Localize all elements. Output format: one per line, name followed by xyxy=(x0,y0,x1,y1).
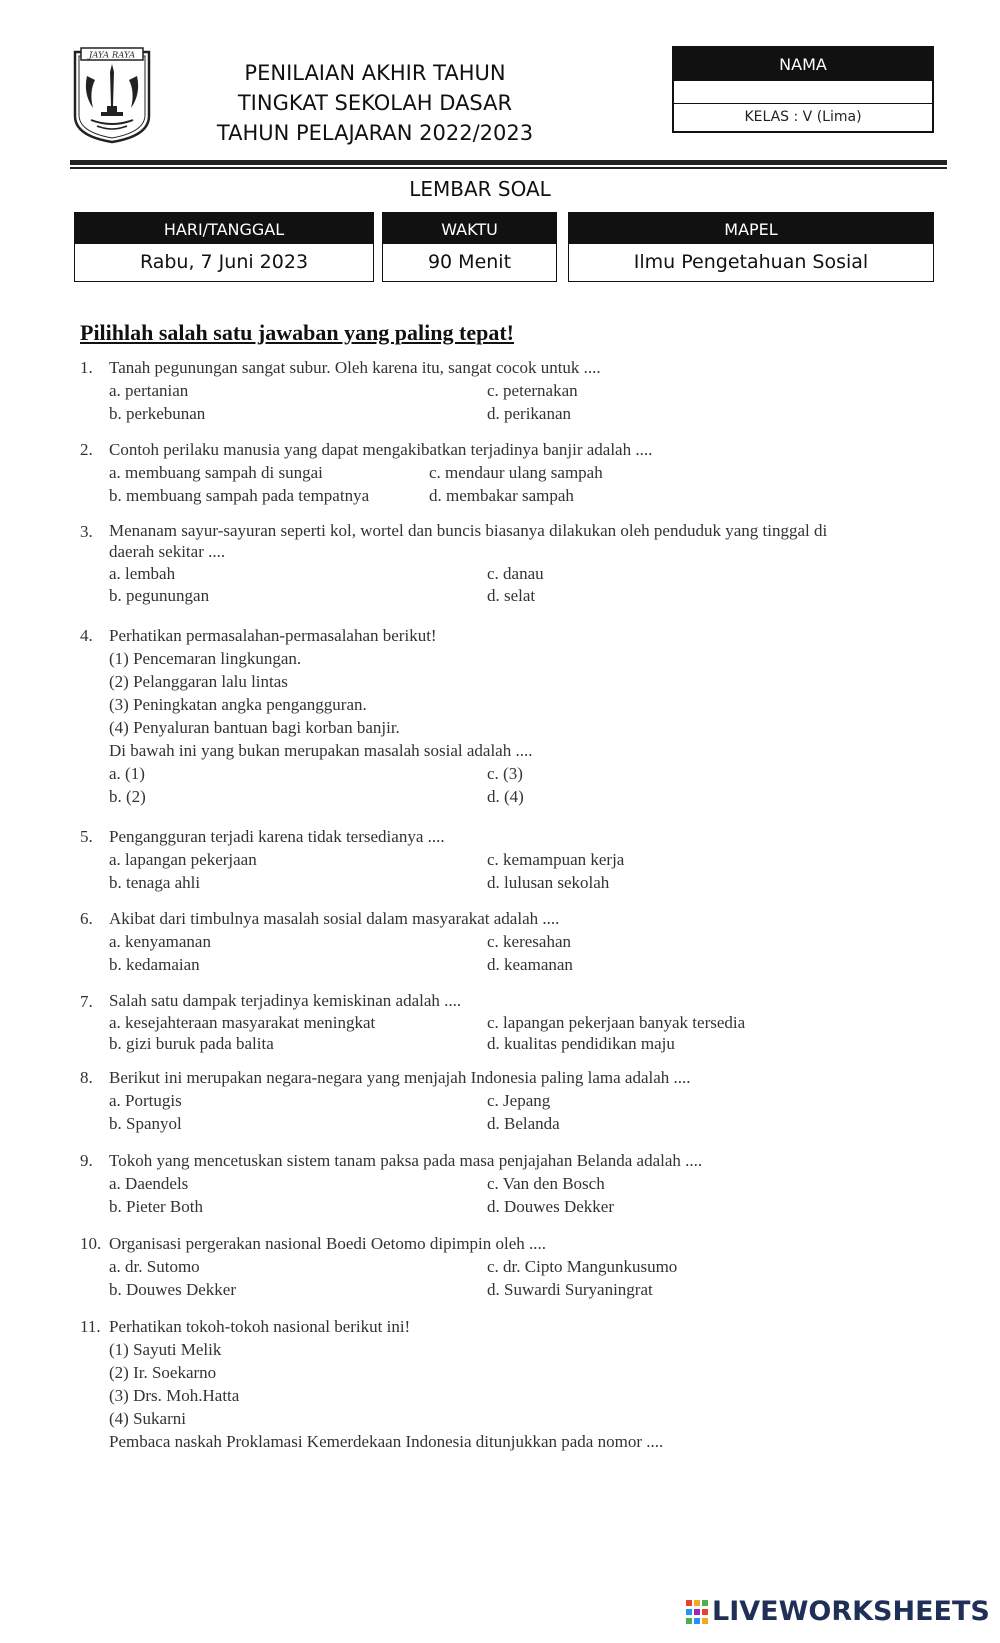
question-2 xyxy=(80,438,940,507)
option-a[interactable]: a. membuang sampah di sungai xyxy=(109,463,323,482)
listed-item: (1) Pencemaran lingkungan. xyxy=(109,649,302,668)
question-text: Berikut ini merupakan negara-negara yang menjajah Indonesia paling lama adalah .... xyxy=(109,1068,691,1087)
option-a[interactable]: a. lapangan pekerjaan xyxy=(109,850,257,869)
time-value: 90 Menit xyxy=(427,251,512,273)
listed-item: (3) Peningkatan angka pengangguran. xyxy=(109,695,367,714)
question-number: 7. xyxy=(80,992,93,1011)
header-divider-thick xyxy=(70,160,947,165)
question-10 xyxy=(80,1232,940,1301)
sheet-title: LEMBAR SOAL xyxy=(409,177,551,201)
question-text: Organisasi pergerakan nasional Boedi Oetomo dipimpin oleh .... xyxy=(109,1234,547,1253)
question-text: Contoh perilaku manusia yang dapat mengakibatkan terjadinya banjir adalah .... xyxy=(109,440,653,459)
question-text: Tanah pegunungan sangat subur. Oleh karena itu, sangat cocok untuk .... xyxy=(109,358,601,377)
option-a[interactable]: a. pertanian xyxy=(109,381,189,400)
option-d[interactable]: d. Suwardi Suryaningrat xyxy=(487,1280,653,1299)
question-9 xyxy=(80,1149,940,1218)
option-b[interactable]: b. membuang sampah pada tempatnya xyxy=(109,486,370,505)
exam-title-line: PENILAIAN AKHIR TAHUN xyxy=(244,61,506,85)
answer-options xyxy=(109,762,940,808)
subject-value: Ilmu Pengetahuan Sosial xyxy=(633,251,869,273)
class-label: KELAS : V (Lima) xyxy=(744,109,862,125)
option-c[interactable]: c. lapangan pekerjaan banyak tersedia xyxy=(487,1013,746,1032)
name-label: NAMA xyxy=(674,48,932,81)
listed-item: (4) Penyaluran bantuan bagi korban banjir. xyxy=(109,718,400,737)
answer-options xyxy=(109,1255,940,1301)
option-b[interactable]: b. Douwes Dekker xyxy=(109,1280,236,1299)
name-class-box xyxy=(672,46,934,133)
option-a[interactable]: a. Daendels xyxy=(109,1174,189,1193)
option-a[interactable]: a. Portugis xyxy=(109,1091,182,1110)
question-number: 1. xyxy=(80,358,93,377)
listed-item: (2) Pelanggaran lalu lintas xyxy=(109,672,288,691)
liveworksheets-brand: LIVEWORKSHEETS xyxy=(712,1596,990,1627)
option-d[interactable]: d. (4) xyxy=(487,787,524,806)
option-c[interactable]: c. dr. Cipto Mangunkusumo xyxy=(487,1257,678,1276)
listed-item: (1) Sayuti Melik xyxy=(109,1340,222,1359)
answer-options xyxy=(109,848,940,894)
answer-options xyxy=(109,1011,940,1053)
question-6 xyxy=(80,907,940,976)
question-11 xyxy=(80,1315,940,1453)
question-text: Menanam sayur-sayuran seperti kol, wortel dan buncis biasanya dilakukan oleh penduduk yang tinggal di daerah sekitar .... xyxy=(109,521,828,561)
option-a[interactable]: a. dr. Sutomo xyxy=(109,1257,200,1276)
option-d[interactable]: d. selat xyxy=(487,586,536,605)
question-8 xyxy=(80,1066,940,1135)
time-label: WAKTU xyxy=(383,213,556,244)
svg-text:JAYA RAYA: JAYA RAYA xyxy=(88,50,136,61)
answer-options xyxy=(109,461,940,507)
option-b[interactable]: b. perkebunan xyxy=(109,404,206,423)
question-number: 8. xyxy=(80,1068,93,1087)
answer-options xyxy=(109,930,940,976)
option-b[interactable]: b. Spanyol xyxy=(109,1114,182,1133)
exam-title-line: TINGKAT SEKOLAH DASAR xyxy=(237,91,513,115)
question-number: 4. xyxy=(80,626,93,645)
answer-options xyxy=(109,379,940,425)
time-box xyxy=(382,212,557,282)
option-c[interactable]: c. Jepang xyxy=(487,1091,551,1110)
question-4 xyxy=(80,624,940,808)
name-field[interactable] xyxy=(674,81,932,104)
question-text: Tokoh yang mencetuskan sistem tanam paksa pada masa penjajahan Belanda adalah .... xyxy=(109,1151,703,1170)
option-c[interactable]: c. mendaur ulang sampah xyxy=(429,463,603,482)
question-number: 2. xyxy=(80,440,93,459)
option-b[interactable]: b. kedamaian xyxy=(109,955,200,974)
listed-item: (3) Drs. Moh.Hatta xyxy=(109,1386,240,1405)
option-d[interactable]: d. kualitas pendidikan maju xyxy=(487,1034,675,1053)
exam-title xyxy=(210,58,540,148)
question-prompt: Pembaca naskah Proklamasi Kemerdekaan Indonesia ditunjukkan pada nomor .... xyxy=(109,1432,664,1451)
day-date-value: Rabu, 7 Juni 2023 xyxy=(139,251,309,273)
question-text: Pengangguran terjadi karena tidak tersedianya .... xyxy=(109,827,445,846)
header-divider-thin xyxy=(70,167,947,169)
listed-item: (2) Ir. Soekarno xyxy=(109,1363,217,1382)
option-d[interactable]: d. keamanan xyxy=(487,955,573,974)
answer-options xyxy=(109,1172,940,1218)
question-prompt: Di bawah ini yang bukan merupakan masalah sosial adalah .... xyxy=(109,741,533,760)
question-text: Perhatikan tokoh-tokoh nasional berikut ini! xyxy=(109,1317,411,1336)
question-text: Perhatikan permasalahan-permasalahan berikut! xyxy=(109,626,437,645)
option-c[interactable]: c. Van den Bosch xyxy=(487,1174,605,1193)
question-number: 11. xyxy=(80,1317,101,1336)
option-b[interactable]: b. tenaga ahli xyxy=(109,873,201,892)
option-d[interactable]: d. membakar sampah xyxy=(429,486,574,505)
option-d[interactable]: d. Belanda xyxy=(487,1114,560,1133)
day-date-box xyxy=(74,212,374,282)
question-number: 9. xyxy=(80,1151,93,1170)
option-b[interactable]: b. pegunungan xyxy=(109,586,210,605)
question-number: 5. xyxy=(80,827,93,846)
question-text: Salah satu dampak terjadinya kemiskinan adalah .... xyxy=(109,991,462,1010)
question-number: 10. xyxy=(80,1234,102,1253)
option-c[interactable]: c. (3) xyxy=(487,764,523,783)
option-a[interactable]: a. lembah xyxy=(109,564,176,583)
option-c[interactable]: c. kemampuan kerja xyxy=(487,850,625,869)
option-a[interactable]: a. kenyamanan xyxy=(109,932,211,951)
answer-options xyxy=(109,562,940,608)
option-c[interactable]: c. danau xyxy=(487,564,544,583)
exam-title-line: TAHUN PELAJARAN 2022/2023 xyxy=(216,121,534,145)
question-number: 6. xyxy=(80,909,93,928)
option-b[interactable]: b. Pieter Both xyxy=(109,1197,203,1216)
question-number: 3. xyxy=(80,522,93,541)
option-c[interactable]: c. peternakan xyxy=(487,381,578,400)
question-7 xyxy=(80,990,940,1053)
option-b[interactable]: b. gizi buruk pada balita xyxy=(109,1034,274,1053)
option-d[interactable]: d. lulusan sekolah xyxy=(487,873,610,892)
option-c[interactable]: c. keresahan xyxy=(487,932,572,951)
day-date-label: HARI/TANGGAL xyxy=(75,213,373,244)
instruction: Pilihlah salah satu jawaban yang paling tepat! xyxy=(80,320,514,345)
question-3 xyxy=(80,520,940,608)
option-d[interactable]: d. Douwes Dekker xyxy=(487,1197,614,1216)
jakarta-emblem-logo xyxy=(71,46,153,144)
question-text: Akibat dari timbulnya masalah sosial dalam masyarakat adalah .... xyxy=(109,909,560,928)
answer-options xyxy=(109,1089,940,1135)
liveworksheets-icon xyxy=(686,1600,708,1626)
option-a[interactable]: a. (1) xyxy=(109,764,145,783)
option-a[interactable]: a. kesejahteraan masyarakat meningkat xyxy=(109,1013,376,1032)
question-1 xyxy=(80,356,940,425)
listed-item: (4) Sukarni xyxy=(109,1409,186,1428)
option-b[interactable]: b. (2) xyxy=(109,787,146,806)
question-5 xyxy=(80,825,940,894)
option-d[interactable]: d. perikanan xyxy=(487,404,572,423)
subject-label: MAPEL xyxy=(569,213,933,244)
subject-box xyxy=(568,212,934,282)
